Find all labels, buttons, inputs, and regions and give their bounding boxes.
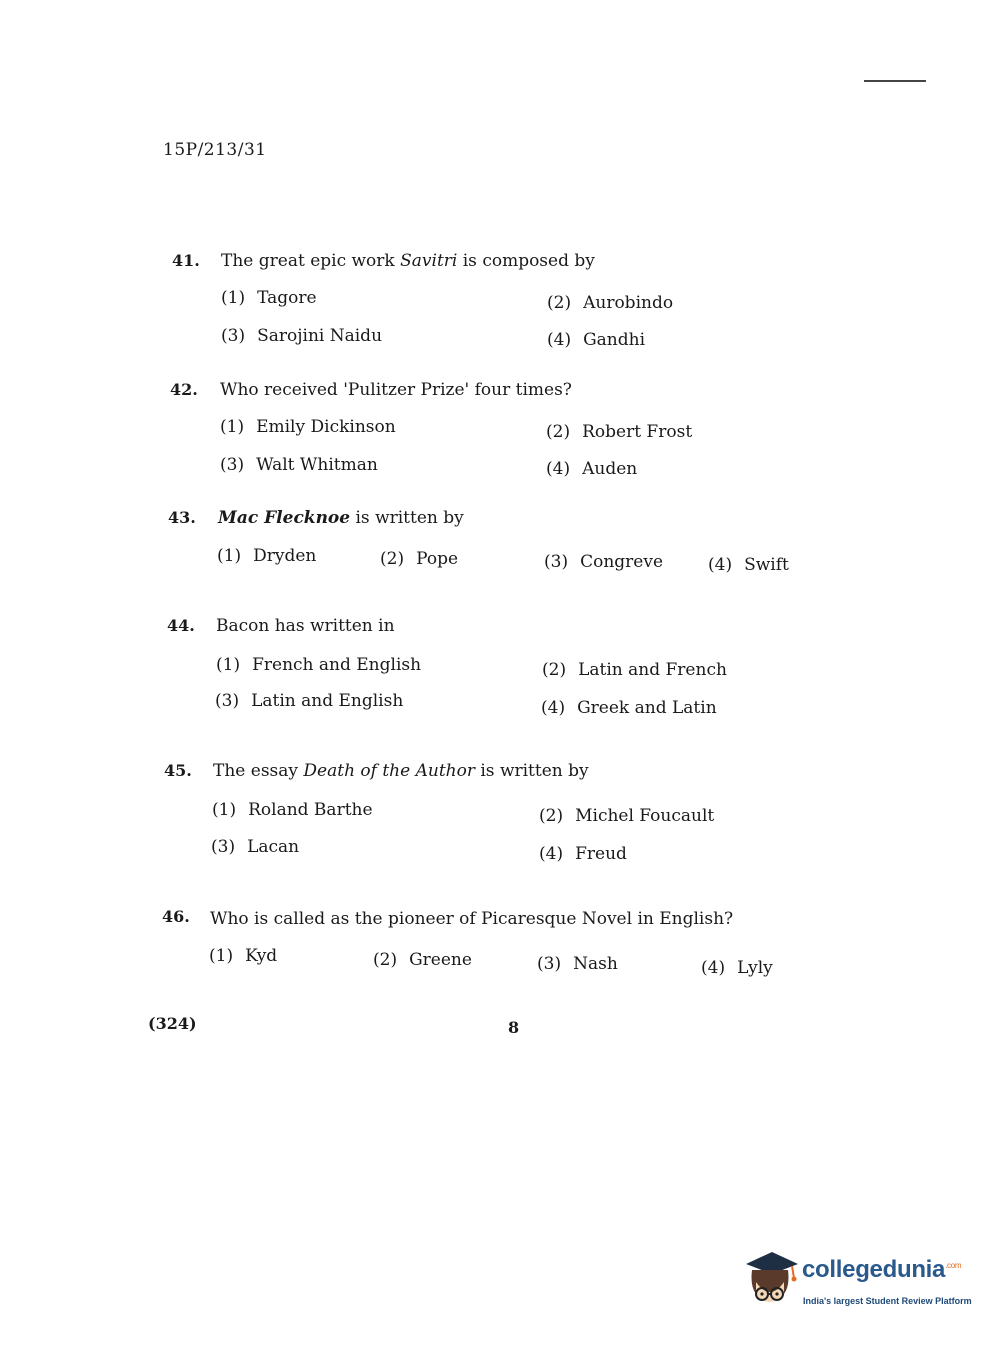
question-number: 45. bbox=[164, 761, 192, 780]
page-number: 8 bbox=[508, 1018, 520, 1037]
option-2: (2) Latin and French bbox=[542, 660, 727, 680]
question-text: The essay Death of the Author is written by bbox=[213, 761, 589, 781]
option-2: (2) Pope bbox=[380, 549, 459, 569]
option-4: (4) Auden bbox=[546, 459, 638, 479]
question-text: The great epic work Savitri is composed by bbox=[221, 251, 595, 271]
option-2: (2) Robert Frost bbox=[546, 422, 693, 442]
option-1: (1) Roland Barthe bbox=[212, 800, 373, 820]
question-number: 46. bbox=[162, 907, 190, 926]
option-3: (3) Nash bbox=[537, 954, 618, 974]
option-3: (3) Latin and English bbox=[215, 691, 404, 711]
question-number: 42. bbox=[170, 380, 198, 399]
question-text: Mac Flecknoe is written by bbox=[218, 508, 464, 528]
question-number: 44. bbox=[167, 616, 195, 635]
question-text: Who is called as the pioneer of Picaresque Novel in English? bbox=[210, 909, 734, 929]
option-2: (2) Aurobindo bbox=[547, 293, 674, 313]
footer-code: (324) bbox=[148, 1014, 197, 1033]
option-1: (1) Emily Dickinson bbox=[220, 417, 396, 437]
option-4: (4) Swift bbox=[708, 555, 789, 575]
option-4: (4) Lyly bbox=[701, 958, 773, 978]
option-1: (1) Dryden bbox=[217, 546, 317, 566]
brand-name: collegedunia$^{.com}$ bbox=[802, 1256, 962, 1283]
option-3: (3) Walt Whitman bbox=[220, 455, 378, 475]
question-text: Bacon has written in bbox=[216, 616, 395, 636]
option-3: (3) Sarojini Naidu bbox=[221, 326, 383, 346]
option-4: (4) Gandhi bbox=[547, 330, 646, 350]
option-3: (3) Congreve bbox=[544, 552, 664, 572]
option-1: (1) French and English bbox=[216, 655, 422, 675]
question-number: 41. bbox=[172, 251, 200, 270]
option-2: (2) Michel Foucault bbox=[539, 806, 715, 826]
top-rule bbox=[864, 80, 926, 82]
collegedunia-logo[interactable] bbox=[742, 1248, 982, 1318]
option-4: (4) Freud bbox=[539, 844, 627, 864]
option-4: (4) Greek and Latin bbox=[541, 698, 717, 718]
paper-code: 15P/213/31 bbox=[163, 140, 267, 160]
question-number: 43. bbox=[168, 508, 196, 527]
question-text: Who received 'Pulitzer Prize' four times? bbox=[220, 380, 572, 400]
option-1: (1) Kyd bbox=[209, 946, 278, 966]
option-1: (1) Tagore bbox=[221, 288, 317, 308]
option-3: (3) Lacan bbox=[211, 837, 300, 857]
option-2: (2) Greene bbox=[373, 950, 472, 970]
brand-tagline: India's largest Student Review Platform bbox=[803, 1296, 972, 1306]
mascot-icon bbox=[742, 1250, 800, 1312]
